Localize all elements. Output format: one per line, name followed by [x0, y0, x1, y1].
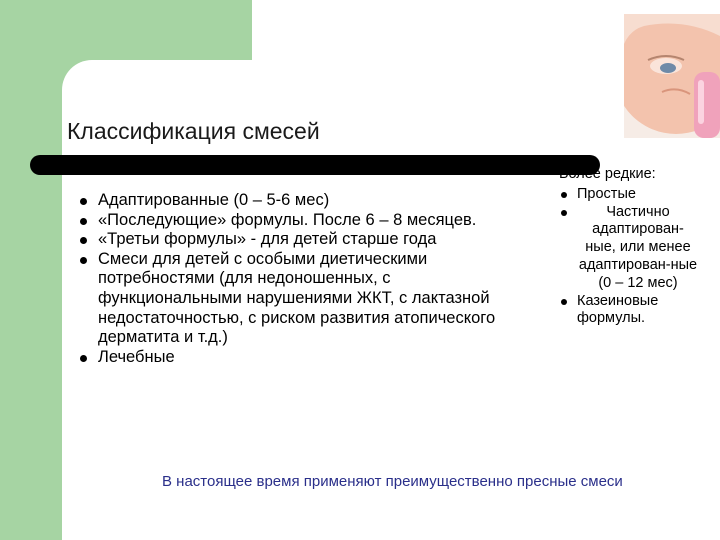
list-item: «Последующие» формулы. После 6 – 8 месяцев. — [80, 211, 500, 231]
footnote: В настоящее время применяют преимущественно пресные смеси — [162, 473, 623, 490]
rare-list-item: Простые — [559, 186, 699, 204]
title-divider — [30, 155, 600, 175]
rare-list-item: Казеиновые формулы. — [559, 293, 699, 329]
rare-heading: Более редкие: — [559, 166, 656, 182]
main-bullet-list — [80, 191, 500, 367]
list-item: «Третьи формулы» - для детей старше года — [80, 230, 500, 250]
rare-formulas-block — [559, 166, 699, 328]
baby-photo — [624, 14, 720, 138]
list-item: Адаптированные (0 – 5-6 мес) — [80, 191, 500, 211]
rare-list-item: Частично адаптирован-ные, или менее адаптирован-ные (0 – 12 мес) — [559, 204, 699, 293]
slide-title: Классификация смесей — [67, 118, 320, 144]
rare-list — [559, 186, 699, 328]
list-item: Смеси для детей с особыми диетическими потребностями (для недоношенных, с функциональными нарушениями ЖКТ, с лактазной недостаточностью, с риском развития атопического дерматита и т.д.) — [80, 250, 500, 348]
list-item: Лечебные — [80, 348, 500, 368]
